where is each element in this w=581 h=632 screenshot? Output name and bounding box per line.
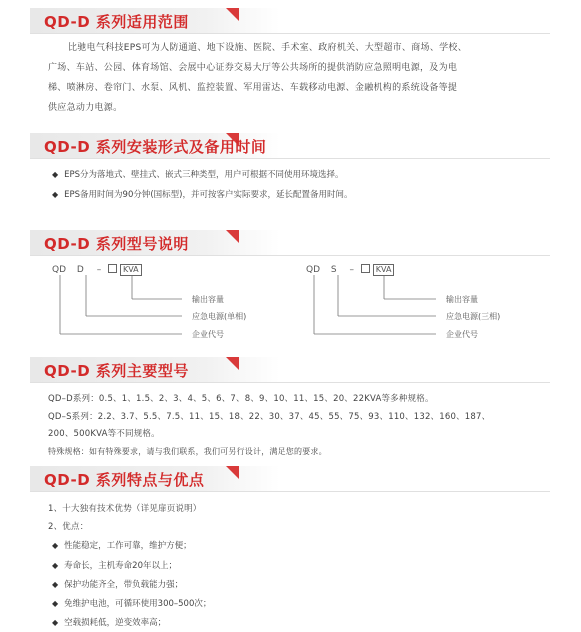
model-diagram-three-phase <box>306 264 526 344</box>
kva-box: KVA <box>120 264 142 276</box>
model-prefix: QD <box>306 265 321 275</box>
section-title: QD-D 系列安装形式及备用时间 <box>44 138 267 156</box>
install-item-1 <box>52 168 344 180</box>
model-dash: – <box>96 265 102 275</box>
feature-item-2: 2、优点： <box>48 522 89 532</box>
section-header-model-desc <box>30 230 550 256</box>
header-corner-accent <box>226 357 239 370</box>
label-emergency-power-type: 应急电源(三相) <box>446 312 501 321</box>
model-type-letter: S <box>330 265 337 275</box>
model-prefix: QD <box>52 265 67 275</box>
diamond-bullet-icon: ◆ <box>52 541 59 550</box>
model-type-letter: D <box>76 265 84 275</box>
diamond-bullet-icon: ◆ <box>52 170 59 179</box>
label-company-code: 企业代号 <box>192 330 224 339</box>
model-dash: – <box>349 265 354 275</box>
scope-paragraph <box>48 38 538 118</box>
qd-d-series-specs: QD–D系列：0.5、1、1.5、2、3、4、5、6、7、8、9、10、11、15、20、22KVA等多种规格。 <box>48 394 434 404</box>
label-output-capacity: 输出容量 <box>446 295 478 304</box>
scope-line-2: 广场、车站、公园、体育场馆、会展中心证券交易大厅等公共场所的提供消防应急照明电源，及为电 <box>48 63 458 73</box>
header-corner-accent <box>226 466 239 479</box>
scope-line-4: 供应急动力电源。 <box>48 103 123 113</box>
section-header-main-models <box>30 357 550 383</box>
section-title: QD-D 系列型号说明 <box>44 235 189 253</box>
divider <box>30 158 550 159</box>
capacity-placeholder-box <box>361 264 370 273</box>
diamond-bullet-icon: ◆ <box>52 190 59 199</box>
divider <box>30 33 550 34</box>
advantage-text: 性能稳定，工作可靠，维护方便； <box>64 541 192 551</box>
advantage-item-4 <box>52 597 211 609</box>
label-company-code: 企业代号 <box>446 330 478 339</box>
capacity-placeholder-box <box>108 264 117 273</box>
diamond-bullet-icon: ◆ <box>52 561 59 570</box>
advantage-text: 免维护电池，可循环使用300–500次； <box>64 599 212 609</box>
section-title: QD-D 系列主要型号 <box>44 362 189 380</box>
install-item-2-text: EPS备用时间为90分钟(国标型)，并可按客户实际要求，延长配置备用时间。 <box>64 190 353 200</box>
model-code <box>52 264 142 276</box>
section-header-features <box>30 466 550 492</box>
header-corner-accent <box>226 230 239 243</box>
advantage-text: 寿命长，主机寿命20年以上； <box>64 561 177 571</box>
divider <box>30 255 550 256</box>
section-title: QD-D 系列特点与优点 <box>44 471 205 489</box>
model-diagram-single-phase <box>52 264 272 344</box>
model-code <box>306 264 394 276</box>
advantage-item-1 <box>52 539 192 551</box>
scope-line-1 <box>48 38 538 58</box>
diamond-bullet-icon: ◆ <box>52 618 59 627</box>
section-header-install <box>30 133 550 159</box>
advantage-item-2 <box>52 559 177 571</box>
advantage-text: 空载损耗低，逆变效率高； <box>64 618 167 628</box>
install-item-1-text: EPS分为落地式、壁挂式、嵌式三种类型，用户可根据不同使用环境选择。 <box>64 170 344 180</box>
feature-item-1: 1、十大独有技术优势（详见扉页说明） <box>48 504 202 514</box>
header-corner-accent <box>226 8 239 21</box>
qd-s-series-specs-line-2: 200、500KVA等不同规格。 <box>48 429 160 439</box>
divider <box>30 382 550 383</box>
advantage-item-3 <box>52 578 183 590</box>
scope-line-3: 梯、喷淋房、卷帘门、水泵、风机、监控装置、军用雷达、车载移动电源、金融机构的系统设备等提 <box>48 83 458 93</box>
model-diagram-lines <box>306 264 526 344</box>
advantage-item-5 <box>52 616 166 628</box>
label-output-capacity: 输出容量 <box>192 295 224 304</box>
qd-s-series-specs-line-1: QD–S系列：2.2、3.7、5.5、7.5、11、15、18、22、30、37、45、55、75、93、110、132、160、187、 <box>48 412 491 422</box>
model-diagram-lines <box>52 264 272 344</box>
label-emergency-power-type: 应急电源(单相) <box>192 312 247 321</box>
scope-line-1-text: 比驰电气科技EPS可为人防通道、地下设施、医院、手术室、政府机关、大型超市、商场、学校、 <box>68 43 468 53</box>
divider <box>30 491 550 492</box>
advantage-text: 保护功能齐全，带负载能力强； <box>64 580 184 590</box>
diamond-bullet-icon: ◆ <box>52 599 59 608</box>
special-specs-note: 特殊规格：如有特殊要求，请与我们联系，我们可另行设计，满足您的要求。 <box>48 447 327 456</box>
install-item-2 <box>52 188 353 200</box>
kva-box: KVA <box>373 264 395 276</box>
section-header-scope <box>30 8 550 34</box>
diamond-bullet-icon: ◆ <box>52 580 59 589</box>
section-title: QD-D 系列适用范围 <box>44 13 189 31</box>
